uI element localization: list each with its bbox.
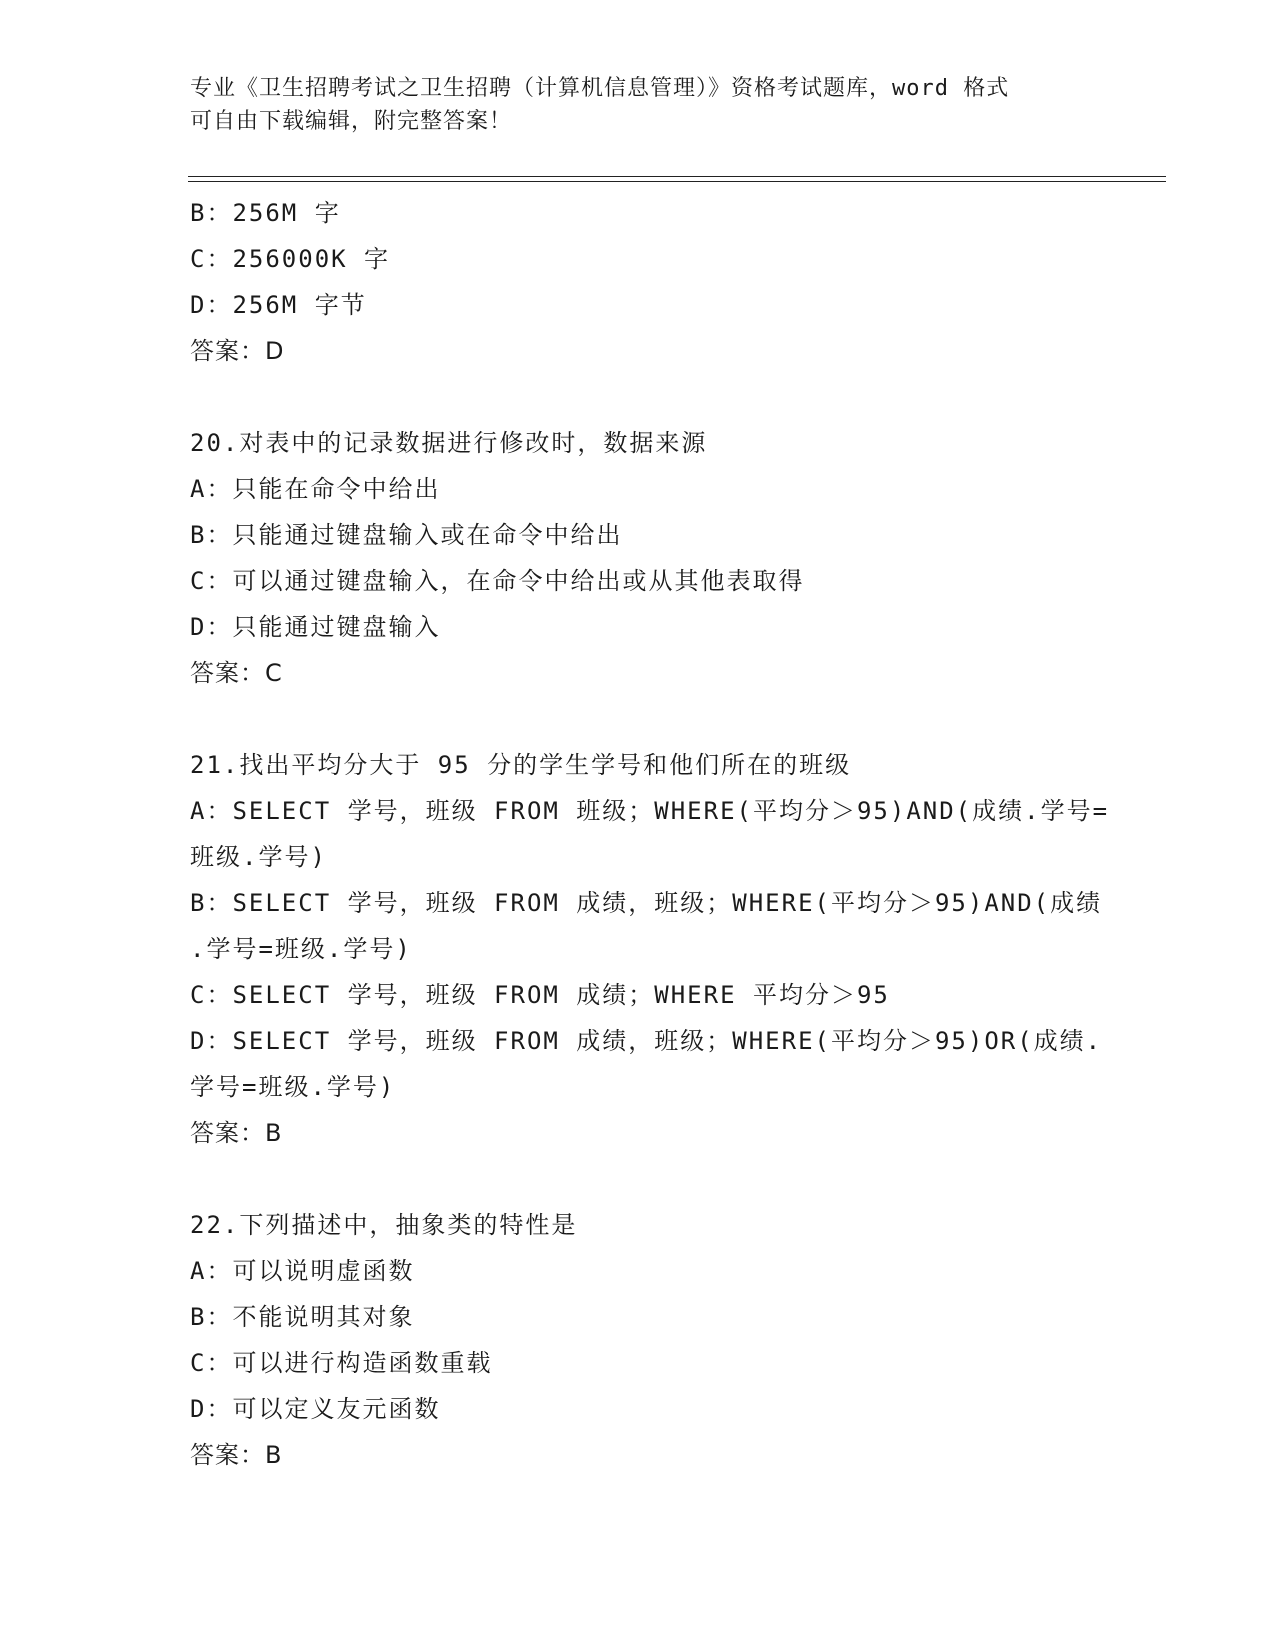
spacer bbox=[190, 696, 1120, 742]
header-divider-bottom bbox=[188, 181, 1166, 182]
option-line: D：只能通过键盘输入 bbox=[190, 613, 441, 641]
option-line: A：只能在命令中给出 bbox=[190, 475, 441, 503]
option-line: C：可以进行构造函数重载 bbox=[190, 1349, 493, 1377]
option-line: B：256M 字 bbox=[190, 199, 341, 227]
option-line: C：SELECT 学号，班级 FROM 成绩；WHERE 平均分＞95 bbox=[190, 981, 890, 1009]
question-block-22 bbox=[190, 1202, 1120, 1478]
question-block-19-continued bbox=[190, 190, 1120, 374]
header-line-2: 可自由下载编辑，附完整答案！ bbox=[190, 109, 513, 134]
answer-line: 答案：D bbox=[190, 337, 285, 365]
question-stem: 20.对表中的记录数据进行修改时，数据来源 bbox=[190, 429, 708, 457]
option-line: A：可以说明虚函数 bbox=[190, 1257, 415, 1285]
answer-line: 答案：B bbox=[190, 1441, 283, 1469]
header-line-1: 专业《卫生招聘考试之卫生招聘（计算机信息管理）》资格考试题库，word 格式 bbox=[190, 76, 1010, 101]
question-stem: 22.下列描述中，抽象类的特性是 bbox=[190, 1211, 578, 1239]
document-body bbox=[190, 190, 1120, 1478]
option-line: 学号=班级.学号) bbox=[190, 1073, 396, 1101]
option-line: .学号=班级.学号) bbox=[190, 935, 412, 963]
document-header bbox=[190, 72, 1090, 138]
option-line: B：SELECT 学号，班级 FROM 成绩，班级；WHERE(平均分＞95)AND(成绩 bbox=[190, 889, 1103, 917]
option-line: B：只能通过键盘输入或在命令中给出 bbox=[190, 521, 623, 549]
option-line: C：可以通过键盘输入，在命令中给出或从其他表取得 bbox=[190, 567, 805, 595]
spacer bbox=[190, 1156, 1120, 1202]
question-block-21 bbox=[190, 742, 1120, 1156]
answer-line: 答案：C bbox=[190, 659, 283, 687]
option-line: D：SELECT 学号，班级 FROM 成绩，班级；WHERE(平均分＞95)OR(成绩. bbox=[190, 1027, 1103, 1055]
header-divider-top bbox=[188, 176, 1166, 177]
answer-line: 答案：B bbox=[190, 1119, 283, 1147]
option-line: D：256M 字节 bbox=[190, 291, 367, 319]
option-line: 班级.学号) bbox=[190, 843, 327, 871]
question-block-20 bbox=[190, 420, 1120, 696]
option-line: C：256000K 字 bbox=[190, 245, 391, 273]
option-line: D：可以定义友元函数 bbox=[190, 1395, 441, 1423]
option-line: B：不能说明其对象 bbox=[190, 1303, 415, 1331]
question-stem: 21.找出平均分大于 95 分的学生学号和他们所在的班级 bbox=[190, 751, 852, 779]
spacer bbox=[190, 374, 1120, 420]
option-line: A：SELECT 学号，班级 FROM 班级；WHERE(平均分＞95)AND(成绩.学号= bbox=[190, 797, 1110, 825]
